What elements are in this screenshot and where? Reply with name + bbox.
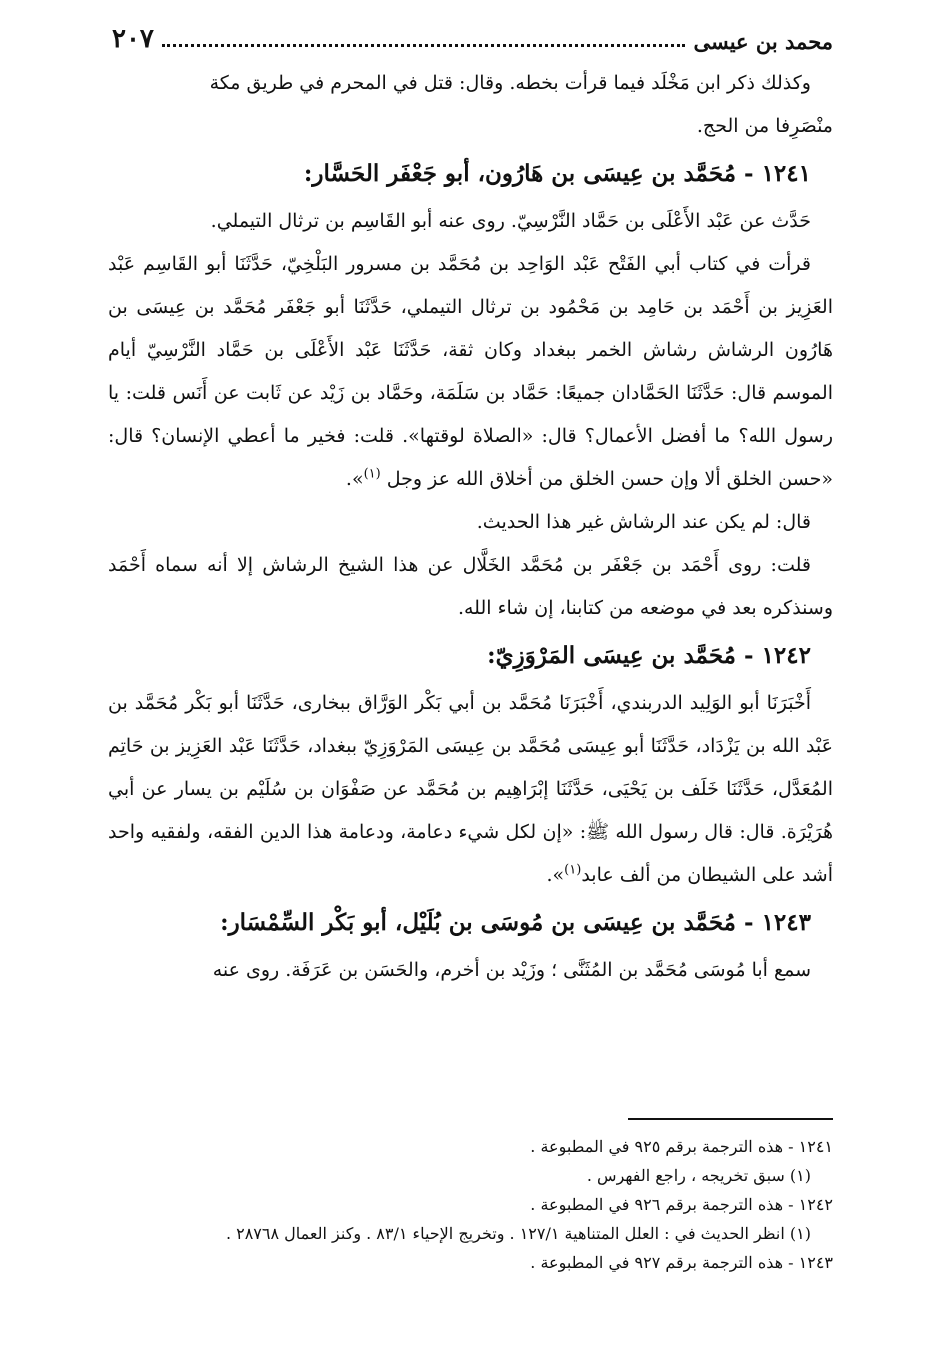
quote-close: ». <box>546 864 565 886</box>
entry-1241-hadith-text: قرأت في كتاب أبي الفَتْح عَبْد الوَاحِد بن مُحَمَّد بن مسرور البَلْخِيّ، حَدَّثَنَا أبو القَاسِم عَبْد العَزِيز بن أَحْمَد بن حَامِد بن مَحْمُود بن ترثال التيملي، حَدَّثَنَا أبو جَعْفَر مُحَمَّد بن عِيسَى بن هَارُون الرشاش رشاش الخمر ببغداد وكان ثقة، حَدَّثَنَا عَبْد الأَعْلَى بن حَمَّاد النَّرْسِيّ أيام الموسم قال: حَدَّثَنَا الحَمَّادان جميعًا: حَمَّاد بن سَلَمَة، وحَمَّاد بن زَيْد عن ثَابت عن أَنَس قلت: يا رسول الله؟ ما أفضل الأعمال؟ قال: «الصلاة لوقتها». قلت: فخير ما أعطي الإنسان؟ قال: «حسن الخلق ألا وإن حسن الخلق من أخلاق الله عز وجل <box>108 253 833 490</box>
footnote-1242-1: (١) انظر الحديث في : العلل المتناهية ١٢٧/١ . وتخريج الإحياء ٨٣/١ . وكنز العمال ٢٨٧٦٨ . <box>225 1224 811 1243</box>
footnote-1241-1: (١) سبق تخريجه ، راجع الفهرس . <box>586 1166 811 1185</box>
entry-1241-paragraph-1: حَدَّث عن عَبْد الأَعْلَى بن حَمَّاد النَّرْسِيّ. روى عنه أبو القَاسِم بن ترثال التيملي. <box>210 210 811 232</box>
entry-heading-1243: ١٢٤٣ - مُحَمَّد بن عِيسَى بن مُوسَى بن بُلَيْل، أبو بَكْر السِّمْسَار: <box>220 909 811 936</box>
footnote-entry-1243: ١٢٤٣ - هذه الترجمة برقم ٩٢٧ في المطبوعة . <box>530 1253 833 1272</box>
paragraph-continued-line-2: منْصَرِفا من الحج. <box>696 115 833 137</box>
footnote-divider <box>628 1118 833 1120</box>
entry-heading-1242: ١٢٤٢ - مُحَمَّد بن عِيسَى المَرْوَزِيّ: <box>487 642 811 669</box>
running-title: محمد بن عيسى <box>693 29 833 54</box>
page-number: ٢٠٧ <box>112 24 154 54</box>
entry-1243-paragraph: سمع أبا مُوسَى مُحَمَّد بن المُثَنَّى ؛ وزَيْد بن أخرم، والحَسَن بن عَرَفَة. روى عنه <box>212 959 811 981</box>
footnote-marker: (١) <box>363 466 381 482</box>
entry-1242-hadith-text: أَخْبَرَنَا أبو الوَلِيد الدربندي، أَخْبَرَنَا مُحَمَّد بن أبي بَكْر الوَرَّاق ببخارى، حَدَّثَنَا أبو بَكْر مُحَمَّد بن عَبْد الله بن يَزْدَاد، حَدَّثَنَا أبو عِيسَى مُحَمَّد بن عِيسَى المَرْوَزِيّ ببغداد، حَدَّثَنَا عَبْد العَزِيز بن حَاتِم المُعَدَّل، حَدَّثَنَا خَلَف بن يَحْيَى، حَدَّثَنَا إبْرَاهِيم بن مُحَمَّد عن صَفْوَان بن سُلَيْم بن يسار عن أبي هُرَيْرَة. قال: قال رسول الله ﷺ: «إن لكل شيء دعامة، ودعامة هذا الدين الفقه، ولفقيه واحد أشد على الشيطان من ألف عابد <box>108 692 833 886</box>
entry-1241-paragraph-4: قلت: روى أَحْمَد بن جَعْفَر بن مُحَمَّد الخَلَّال عن هذا الشيخ الرشاش إلا أنه سماه أَحْمَد وسنذكره بعد في موضعه من كتابنا، إن شاء الله. <box>108 554 833 619</box>
footnote-entry-1241: ١٢٤١ - هذه الترجمة برقم ٩٢٥ في المطبوعة . <box>530 1137 833 1156</box>
footnote-marker: (١) <box>564 862 582 878</box>
entry-heading-1241: ١٢٤١ - مُحَمَّد بن عِيسَى بن هَارُون، أبو جَعْفَر الحَسَّار: <box>303 160 811 187</box>
quote-close: ». <box>345 468 364 490</box>
page-header <box>112 18 833 54</box>
footnote-entry-1242: ١٢٤٢ - هذه الترجمة برقم ٩٢٦ في المطبوعة . <box>530 1195 833 1214</box>
footnotes <box>108 1132 833 1277</box>
paragraph-continued-line-1: وكذلك ذكر ابن مَخْلَد فيما قرأت بخطه. وقال: قتل في المحرم في طريق مكة <box>209 72 811 94</box>
entry-1241-paragraph-2 <box>108 243 833 501</box>
entry-1242-paragraph <box>108 682 833 897</box>
paragraph-continued <box>108 62 833 148</box>
dotted-leader <box>162 44 686 47</box>
main-text <box>108 62 833 992</box>
entry-1241-paragraph-3: قال: لم يكن عند الرشاش غير هذا الحديث. <box>476 511 811 533</box>
